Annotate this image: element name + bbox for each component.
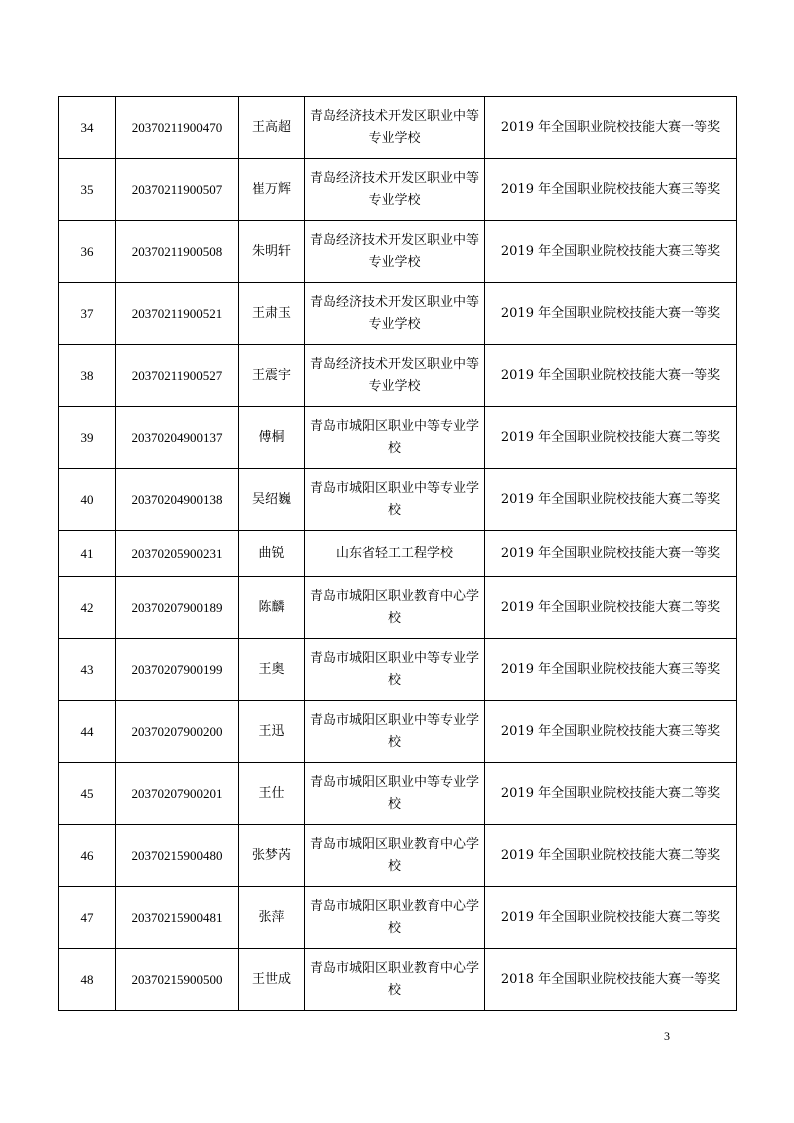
exam-id: 20370211900527: [116, 345, 239, 407]
school-name: 青岛市城阳区职业教育中心学校: [305, 949, 485, 1011]
row-number: 40: [59, 469, 116, 531]
row-number: 45: [59, 763, 116, 825]
exam-id: 20370207900199: [116, 639, 239, 701]
award-text: 2019 年全国职业院校技能大赛二等奖: [485, 763, 737, 825]
table-row: [59, 639, 737, 701]
award-text: 2019 年全国职业院校技能大赛二等奖: [485, 407, 737, 469]
row-number: 38: [59, 345, 116, 407]
row-number: 37: [59, 283, 116, 345]
row-number: 39: [59, 407, 116, 469]
awards-table: [58, 96, 737, 1011]
table-row: [59, 221, 737, 283]
row-number: 36: [59, 221, 116, 283]
school-name: 青岛市城阳区职业中等专业学校: [305, 701, 485, 763]
award-text: 2019 年全国职业院校技能大赛二等奖: [485, 577, 737, 639]
exam-id: 20370207900200: [116, 701, 239, 763]
school-name: 青岛经济技术开发区职业中等专业学校: [305, 283, 485, 345]
exam-id: 20370207900201: [116, 763, 239, 825]
table-row: [59, 577, 737, 639]
student-name: 王迅: [239, 701, 305, 763]
exam-id: 20370215900500: [116, 949, 239, 1011]
exam-id: 20370215900480: [116, 825, 239, 887]
award-text: 2018 年全国职业院校技能大赛一等奖: [485, 949, 737, 1011]
exam-id: 20370211900508: [116, 221, 239, 283]
table-row: [59, 531, 737, 577]
exam-id: 20370204900137: [116, 407, 239, 469]
table-row: [59, 159, 737, 221]
row-number: 47: [59, 887, 116, 949]
row-number: 48: [59, 949, 116, 1011]
student-name: 王高超: [239, 97, 305, 159]
school-name: 青岛市城阳区职业教育中心学校: [305, 577, 485, 639]
row-number: 46: [59, 825, 116, 887]
award-text: 2019 年全国职业院校技能大赛二等奖: [485, 825, 737, 887]
table-row: [59, 763, 737, 825]
exam-id: 20370211900507: [116, 159, 239, 221]
awards-table-body: [59, 97, 737, 1011]
exam-id: 20370211900521: [116, 283, 239, 345]
award-text: 2019 年全国职业院校技能大赛三等奖: [485, 221, 737, 283]
student-name: 吴绍巍: [239, 469, 305, 531]
student-name: 王世成: [239, 949, 305, 1011]
row-number: 42: [59, 577, 116, 639]
table-row: [59, 887, 737, 949]
row-number: 35: [59, 159, 116, 221]
school-name: 青岛市城阳区职业中等专业学校: [305, 763, 485, 825]
school-name: 青岛市城阳区职业中等专业学校: [305, 407, 485, 469]
student-name: 王奥: [239, 639, 305, 701]
student-name: 陈麟: [239, 577, 305, 639]
award-text: 2019 年全国职业院校技能大赛一等奖: [485, 97, 737, 159]
student-name: 朱明轩: [239, 221, 305, 283]
award-text: 2019 年全国职业院校技能大赛二等奖: [485, 469, 737, 531]
student-name: 王肃玉: [239, 283, 305, 345]
exam-id: 20370205900231: [116, 531, 239, 577]
school-name: 山东省轻工工程学校: [305, 531, 485, 577]
row-number: 43: [59, 639, 116, 701]
school-name: 青岛市城阳区职业教育中心学校: [305, 825, 485, 887]
award-text: 2019 年全国职业院校技能大赛三等奖: [485, 639, 737, 701]
award-text: 2019 年全国职业院校技能大赛三等奖: [485, 701, 737, 763]
student-name: 曲锐: [239, 531, 305, 577]
table-row: [59, 97, 737, 159]
student-name: 王仕: [239, 763, 305, 825]
student-name: 张萍: [239, 887, 305, 949]
exam-id: 20370215900481: [116, 887, 239, 949]
table-row: [59, 283, 737, 345]
school-name: 青岛市城阳区职业中等专业学校: [305, 639, 485, 701]
award-text: 2019 年全国职业院校技能大赛二等奖: [485, 887, 737, 949]
student-name: 张梦芮: [239, 825, 305, 887]
award-text: 2019 年全国职业院校技能大赛一等奖: [485, 283, 737, 345]
award-text: 2019 年全国职业院校技能大赛一等奖: [485, 531, 737, 577]
student-name: 崔万辉: [239, 159, 305, 221]
page-number: 3: [664, 1029, 670, 1043]
table-row: [59, 825, 737, 887]
school-name: 青岛经济技术开发区职业中等专业学校: [305, 221, 485, 283]
award-text: 2019 年全国职业院校技能大赛三等奖: [485, 159, 737, 221]
row-number: 44: [59, 701, 116, 763]
exam-id: 20370211900470: [116, 97, 239, 159]
school-name: 青岛经济技术开发区职业中等专业学校: [305, 159, 485, 221]
student-name: 傅桐: [239, 407, 305, 469]
row-number: 41: [59, 531, 116, 577]
school-name: 青岛经济技术开发区职业中等专业学校: [305, 345, 485, 407]
award-text: 2019 年全国职业院校技能大赛一等奖: [485, 345, 737, 407]
table-row: [59, 701, 737, 763]
row-number: 34: [59, 97, 116, 159]
exam-id: 20370207900189: [116, 577, 239, 639]
table-row: [59, 949, 737, 1011]
school-name: 青岛市城阳区职业教育中心学校: [305, 887, 485, 949]
exam-id: 20370204900138: [116, 469, 239, 531]
table-row: [59, 407, 737, 469]
school-name: 青岛市城阳区职业中等专业学校: [305, 469, 485, 531]
student-name: 王震宇: [239, 345, 305, 407]
table-row: [59, 345, 737, 407]
school-name: 青岛经济技术开发区职业中等专业学校: [305, 97, 485, 159]
table-row: [59, 469, 737, 531]
